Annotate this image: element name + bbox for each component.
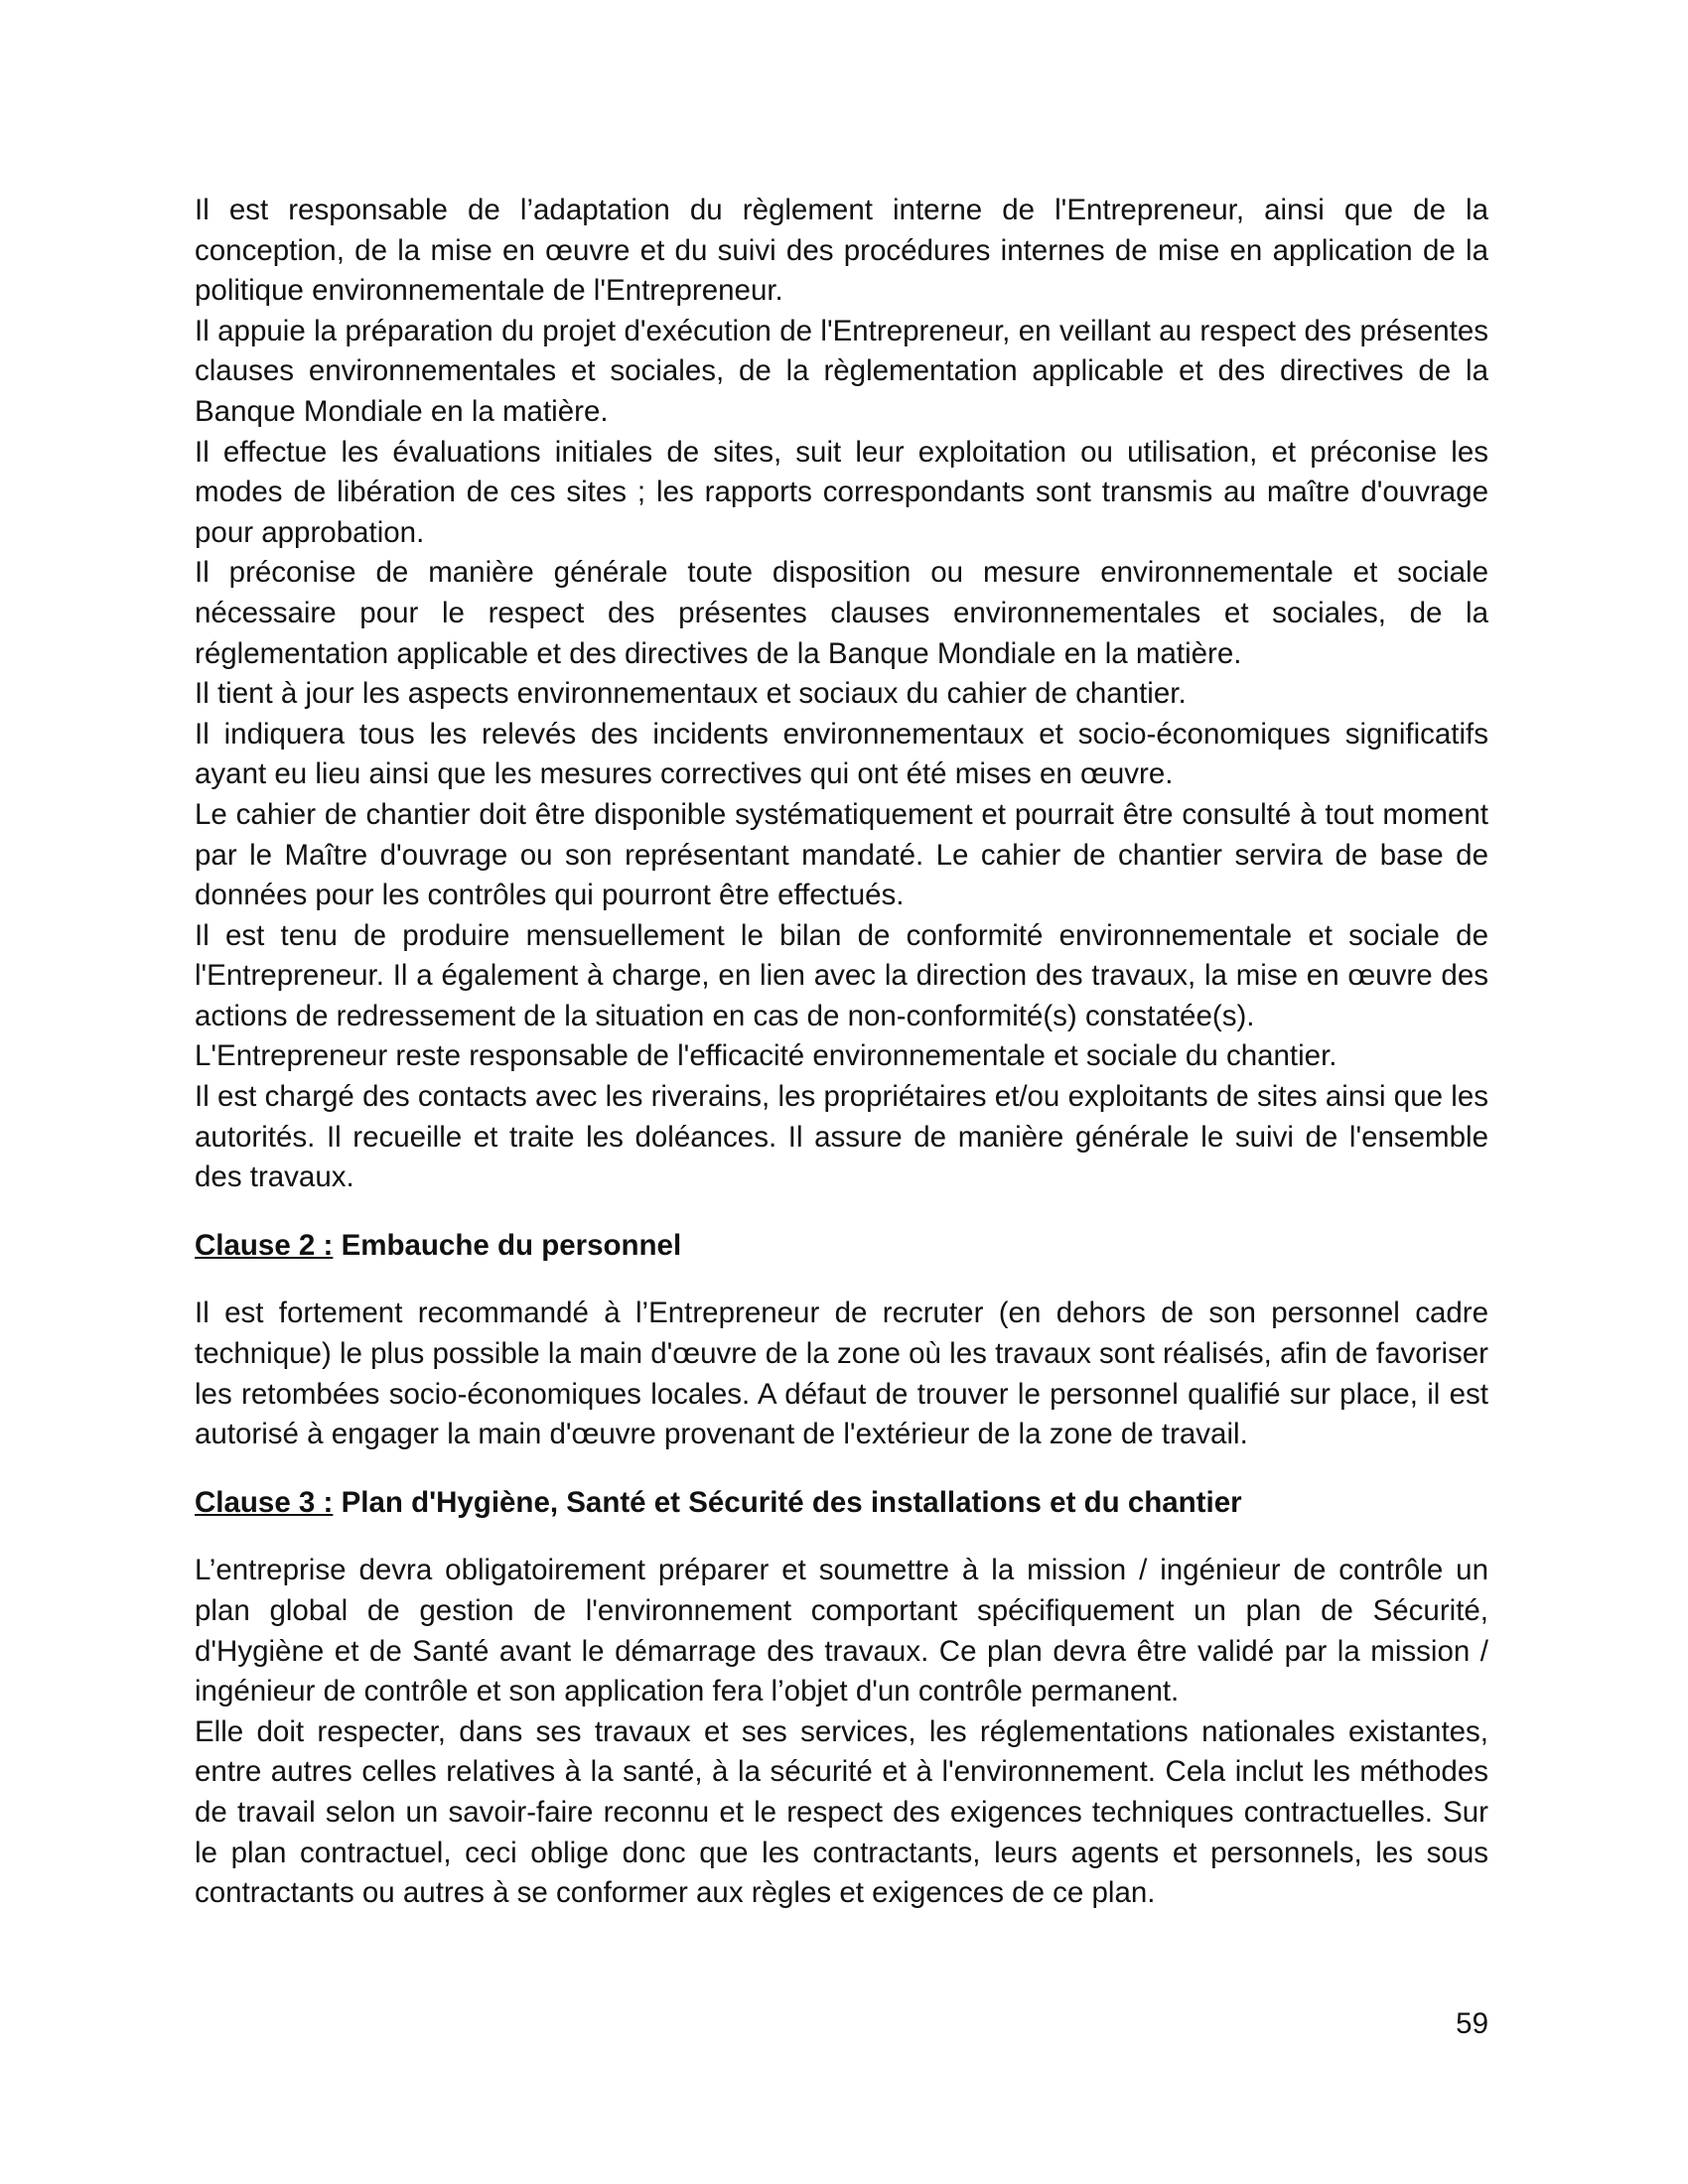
paragraph: Il effectue les évaluations initiales de sites, suit leur exploitation ou utilisation, et préconise les modes de libération de ces sites ; les rapports correspondants sont transmis au maître d'ouvrage pour approbation. (195, 435, 1488, 549)
clause-2-number: Clause 2 : (195, 1228, 334, 1262)
paragraph: Il est responsable de l’adaptation du règlement interne de l'Entrepreneur, ainsi que de la conception, de la mise en œuvre et du suivi des procédures internes de mise en application de la politique environnementale de l'Entrepreneur. (195, 194, 1488, 308)
clause-2-body (195, 1294, 1488, 1454)
paragraph: Il appuie la préparation du projet d'exécution de l'Entrepreneur, en veillant au respect des présentes clauses environnementales et sociales, de la règlementation applicable et des directives de la Banque Mondiale en la matière. (195, 314, 1488, 428)
paragraph: Il est chargé des contacts avec les riverains, les propriétaires et/ou exploitants de sites ainsi que les autorités. Il recueille et traite les doléances. Il assure de manière générale le suivi de l'ensemble des travaux. (195, 1080, 1488, 1194)
clause-3-number: Clause 3 : (195, 1485, 334, 1519)
paragraph: Il préconise de manière générale toute disposition ou mesure environnementale et sociale nécessaire pour le respect des présentes clauses environnementales et sociales, de la réglementation applicable et des directives de la Banque Mondiale en la matière. (195, 556, 1488, 670)
paragraph: Le cahier de chantier doit être disponible systématiquement et pourrait être consulté à tout moment par le Maître d'ouvrage ou son représentant mandaté. Le cahier de chantier servira de base de données pour les contrôles qui pourront être effectués. (195, 797, 1488, 912)
clause-2-heading (195, 1226, 1488, 1267)
paragraph: Elle doit respecter, dans ses travaux et ses services, les réglementations nationales existantes, entre autres celles relatives à la santé, à la sécurité et à l'environnement. Cela inclut les méthodes de travail selon un savoir-faire reconnu et le respect des exigences techniques contractuelles. Sur le plan contractuel, ceci oblige donc que les contractants, leurs agents et personnels, les sous contractants ou autres à se conformer aux règles et exigences de ce plan. (195, 1714, 1488, 1910)
section-intro (195, 191, 1488, 1198)
clause-3-title: Plan d'Hygiène, Santé et Sécurité des installations et du chantier (333, 1485, 1242, 1519)
clause-3-heading (195, 1483, 1488, 1524)
document-page (195, 191, 1488, 1914)
paragraph: Il est tenu de produire mensuellement le bilan de conformité environnementale et sociale de l'Entrepreneur. Il a également à charge, en lien avec la direction des travaux, la mise en œuvre des actions de redressement de la situation en cas de non-conformité(s) constatée(s). (195, 918, 1488, 1032)
paragraph: L'Entrepreneur reste responsable de l'efficacité environnementale et sociale du chantier. (195, 1039, 1337, 1073)
paragraph: Il tient à jour les aspects environnementaux et sociaux du cahier de chantier. (195, 677, 1187, 711)
paragraph: Il est fortement recommandé à l’Entrepreneur de recruter (en dehors de son personnel cadre technique) le plus possible la main d'œuvre de la zone où les travaux sont réalisés, afin de favoriser les retombées socio-économiques locales. A défaut de trouver le personnel qualifié sur place, il est autorisé à engager la main d'œuvre provenant de l'extérieur de la zone de travail. (195, 1297, 1488, 1451)
page-number: 59 (1456, 2007, 1488, 2040)
clause-3-body (195, 1551, 1488, 1913)
paragraph: Il indiquera tous les relevés des incidents environnementaux et socio-économiques significatifs ayant eu lieu ainsi que les mesures correctives qui ont été mises en œuvre. (195, 717, 1488, 791)
clause-2-title: Embauche du personnel (333, 1228, 682, 1262)
paragraph: L’entreprise devra obligatoirement préparer et soumettre à la mission / ingénieur de contrôle un plan global de gestion de l'environnement comportant spécifiquement un plan de Sécurité, d'Hygiène et de Santé avant le démarrage des travaux. Ce plan devra être validé par la mission / ingénieur de contrôle et son application fera l’objet d'un contrôle permanent. (195, 1554, 1488, 1708)
